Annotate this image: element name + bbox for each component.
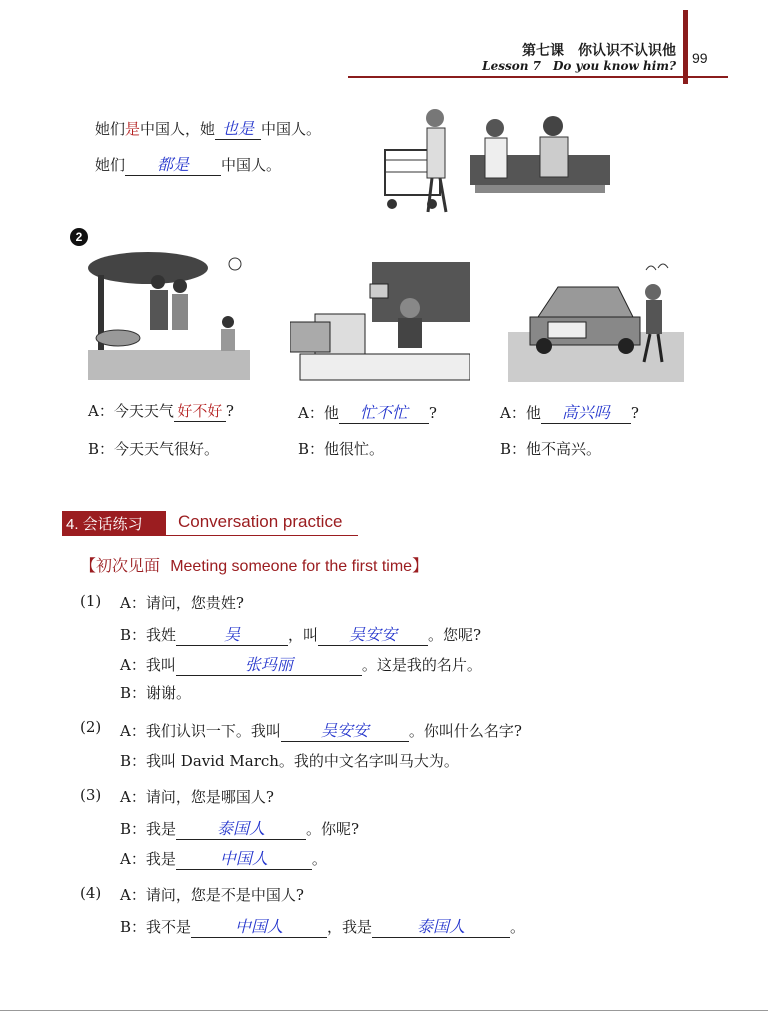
handwritten-answer: 也是 bbox=[222, 119, 255, 138]
d4-line2: B：我不是 中国人 ，我是 泰国人 。 bbox=[120, 914, 525, 938]
handwritten-answer: 泰国人 bbox=[217, 819, 266, 838]
handwritten-answer: 高兴吗 bbox=[561, 403, 610, 422]
handwritten-answer: 吴 bbox=[224, 625, 241, 644]
col2-question: A：他 忙不忙 ? bbox=[298, 400, 437, 424]
d3-line2: B：我是 泰国人 。你呢? bbox=[120, 816, 359, 840]
d1-line1: A：请问，您贵姓? bbox=[120, 594, 244, 612]
d4-line1: A：请问，您是不是中国人? bbox=[120, 886, 304, 904]
weather-illustration bbox=[88, 250, 250, 380]
handwritten-answer: 忙不忙 bbox=[359, 403, 408, 422]
section-rule bbox=[62, 535, 358, 536]
busy-office-illustration bbox=[290, 262, 470, 382]
col1-question: A：今天天气 好不好 ? bbox=[88, 402, 234, 420]
header-rule bbox=[348, 76, 728, 78]
d3-line3: A：我是 中国人 。 bbox=[120, 846, 327, 870]
d3-line1: A：请问，您是哪国人? bbox=[120, 788, 274, 806]
part1-line1: 她们是中国人，她 也是 中国人。 bbox=[95, 116, 321, 140]
dialogue-number: (4) bbox=[80, 884, 102, 902]
d1-line3: A：我叫 张玛丽 。这是我的名片。 bbox=[120, 652, 482, 676]
page-number: 99 bbox=[692, 50, 708, 66]
handwritten-answer: 张玛丽 bbox=[244, 655, 293, 674]
col2-answer: B：他很忙。 bbox=[298, 440, 385, 458]
dialogue-number: (2) bbox=[80, 718, 102, 736]
handwritten-answer: 中国人 bbox=[235, 917, 284, 936]
header-vertical-bar bbox=[683, 10, 688, 84]
subheading: 【初次见面 Meeting someone for the first time】 bbox=[80, 556, 429, 575]
car-trouble-illustration bbox=[508, 262, 684, 382]
col3-answer: B：他不高兴。 bbox=[500, 440, 602, 458]
lesson-title-cn: 第七课 你认识不认识他 bbox=[522, 43, 676, 59]
d2-line2: B：我叫 David March。我的中文名字叫马大为。 bbox=[120, 752, 459, 770]
dialogue-number: (1) bbox=[80, 592, 102, 610]
handwritten-answer: 泰国人 bbox=[417, 917, 466, 936]
section-number: 4. 会话练习 bbox=[66, 516, 143, 533]
shoppers-illustration bbox=[380, 100, 620, 220]
exercise-number-badge: 2 bbox=[70, 228, 88, 246]
page-bottom-edge bbox=[0, 1010, 768, 1011]
part1-line2: 她们 都是 中国人。 bbox=[95, 152, 281, 176]
handwritten-answer: 吴安安 bbox=[320, 721, 369, 740]
dialogue-number: (3) bbox=[80, 786, 102, 804]
d1-line4: B：谢谢。 bbox=[120, 684, 192, 702]
handwritten-answer: 中国人 bbox=[219, 849, 268, 868]
handwritten-answer: 吴安安 bbox=[349, 625, 398, 644]
col3-question: A：他 高兴吗 ? bbox=[500, 400, 639, 424]
answer-fill: 好不好 bbox=[177, 402, 223, 420]
d1-line2: B：我姓 吴 ，叫 吴安安 。您呢? bbox=[120, 622, 481, 646]
d2-line1: A：我们认识一下。我叫 吴安安 。你叫什么名字? bbox=[120, 718, 522, 742]
handwritten-answer: 都是 bbox=[157, 155, 190, 174]
lesson-title-en: Lesson 7 Do you know him? bbox=[482, 59, 676, 73]
col1-answer: B：今天天气很好。 bbox=[88, 440, 220, 458]
section-title: Conversation practice bbox=[178, 512, 343, 531]
